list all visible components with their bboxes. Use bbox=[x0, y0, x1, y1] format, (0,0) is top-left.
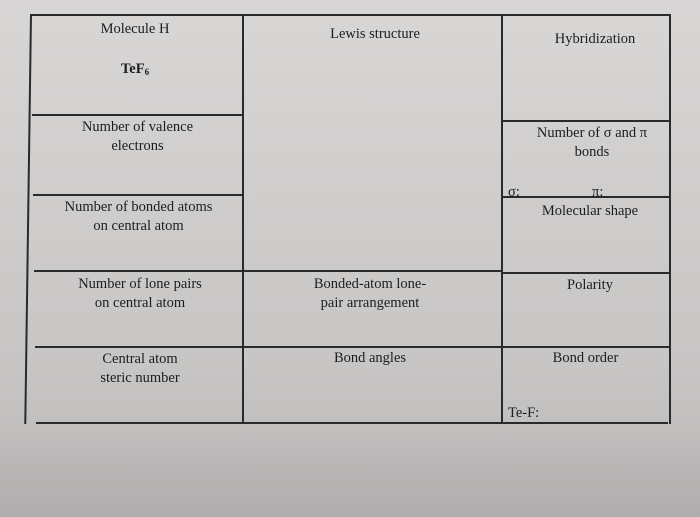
right-row-divider-3 bbox=[502, 272, 670, 274]
pi-label bbox=[592, 183, 603, 202]
bond-angles-label bbox=[295, 349, 445, 368]
valence-line-2: electrons bbox=[111, 138, 164, 154]
middle-row-divider-1 bbox=[243, 270, 502, 272]
left-row-divider-4 bbox=[35, 346, 243, 348]
middle-row-divider-2 bbox=[243, 346, 502, 348]
lone-line-1: Number of lone pairs bbox=[78, 276, 202, 292]
polarity-label bbox=[510, 276, 670, 295]
steric-line-1: Central atom bbox=[102, 351, 178, 367]
sigma-text: σ: bbox=[508, 184, 520, 200]
arrangement-label bbox=[290, 275, 450, 313]
column-divider-1 bbox=[242, 15, 244, 424]
lone-pairs-label bbox=[55, 275, 225, 313]
valence-line-1: Number of valence bbox=[81, 119, 194, 135]
te-f-text: Te-F: bbox=[508, 405, 540, 421]
bond-order-text: Bond order bbox=[552, 350, 619, 366]
molecule-formula-subscript: 6 bbox=[144, 67, 150, 77]
valence-electrons-label bbox=[55, 118, 220, 156]
molecule-formula bbox=[60, 60, 210, 82]
hybridization-label bbox=[520, 30, 670, 49]
hybridization-text: Hybridization bbox=[554, 31, 636, 47]
te-f-label bbox=[508, 404, 539, 423]
bonded-line-1: Number of bonded atoms bbox=[64, 199, 213, 215]
sigma-pi-bonds-label bbox=[512, 124, 672, 162]
bond-order-label bbox=[508, 349, 663, 368]
left-row-divider-2 bbox=[33, 194, 243, 196]
steric-line-2: steric number bbox=[100, 370, 180, 386]
table-left-border bbox=[24, 14, 32, 424]
table-bottom-border bbox=[36, 422, 668, 424]
molecule-label-text: Molecule H bbox=[100, 21, 170, 37]
page-shadow bbox=[0, 430, 700, 517]
molecular-shape-label bbox=[510, 202, 670, 221]
table-top-border bbox=[30, 14, 671, 16]
molecule-formula-text: TeF bbox=[120, 61, 145, 77]
arrangement-line-2: pair arrangement bbox=[320, 295, 420, 311]
bonds-line-1: Number of σ and π bbox=[536, 125, 648, 141]
right-row-divider-1 bbox=[502, 120, 670, 122]
bonds-line-2: bonds bbox=[574, 144, 610, 160]
right-row-divider-2 bbox=[502, 196, 670, 198]
column-divider-2 bbox=[501, 16, 503, 424]
lewis-structure-label bbox=[300, 25, 450, 44]
arrangement-line-1: Bonded-atom lone- bbox=[313, 276, 427, 292]
bonded-atoms-label bbox=[46, 198, 231, 236]
right-row-divider-4 bbox=[502, 346, 670, 348]
molecular-shape-text: Molecular shape bbox=[541, 203, 639, 219]
pi-text: π: bbox=[592, 184, 604, 200]
bonded-line-2: on central atom bbox=[93, 218, 184, 234]
lewis-structure-text: Lewis structure bbox=[330, 26, 420, 42]
sigma-label bbox=[508, 183, 520, 202]
molecule-label bbox=[60, 20, 210, 39]
left-row-divider-1 bbox=[32, 114, 243, 116]
bond-angles-text: Bond angles bbox=[333, 350, 407, 366]
steric-number-label bbox=[60, 350, 220, 388]
polarity-text: Polarity bbox=[567, 277, 613, 293]
lone-line-2: on central atom bbox=[94, 295, 186, 311]
left-row-divider-3 bbox=[34, 270, 243, 272]
